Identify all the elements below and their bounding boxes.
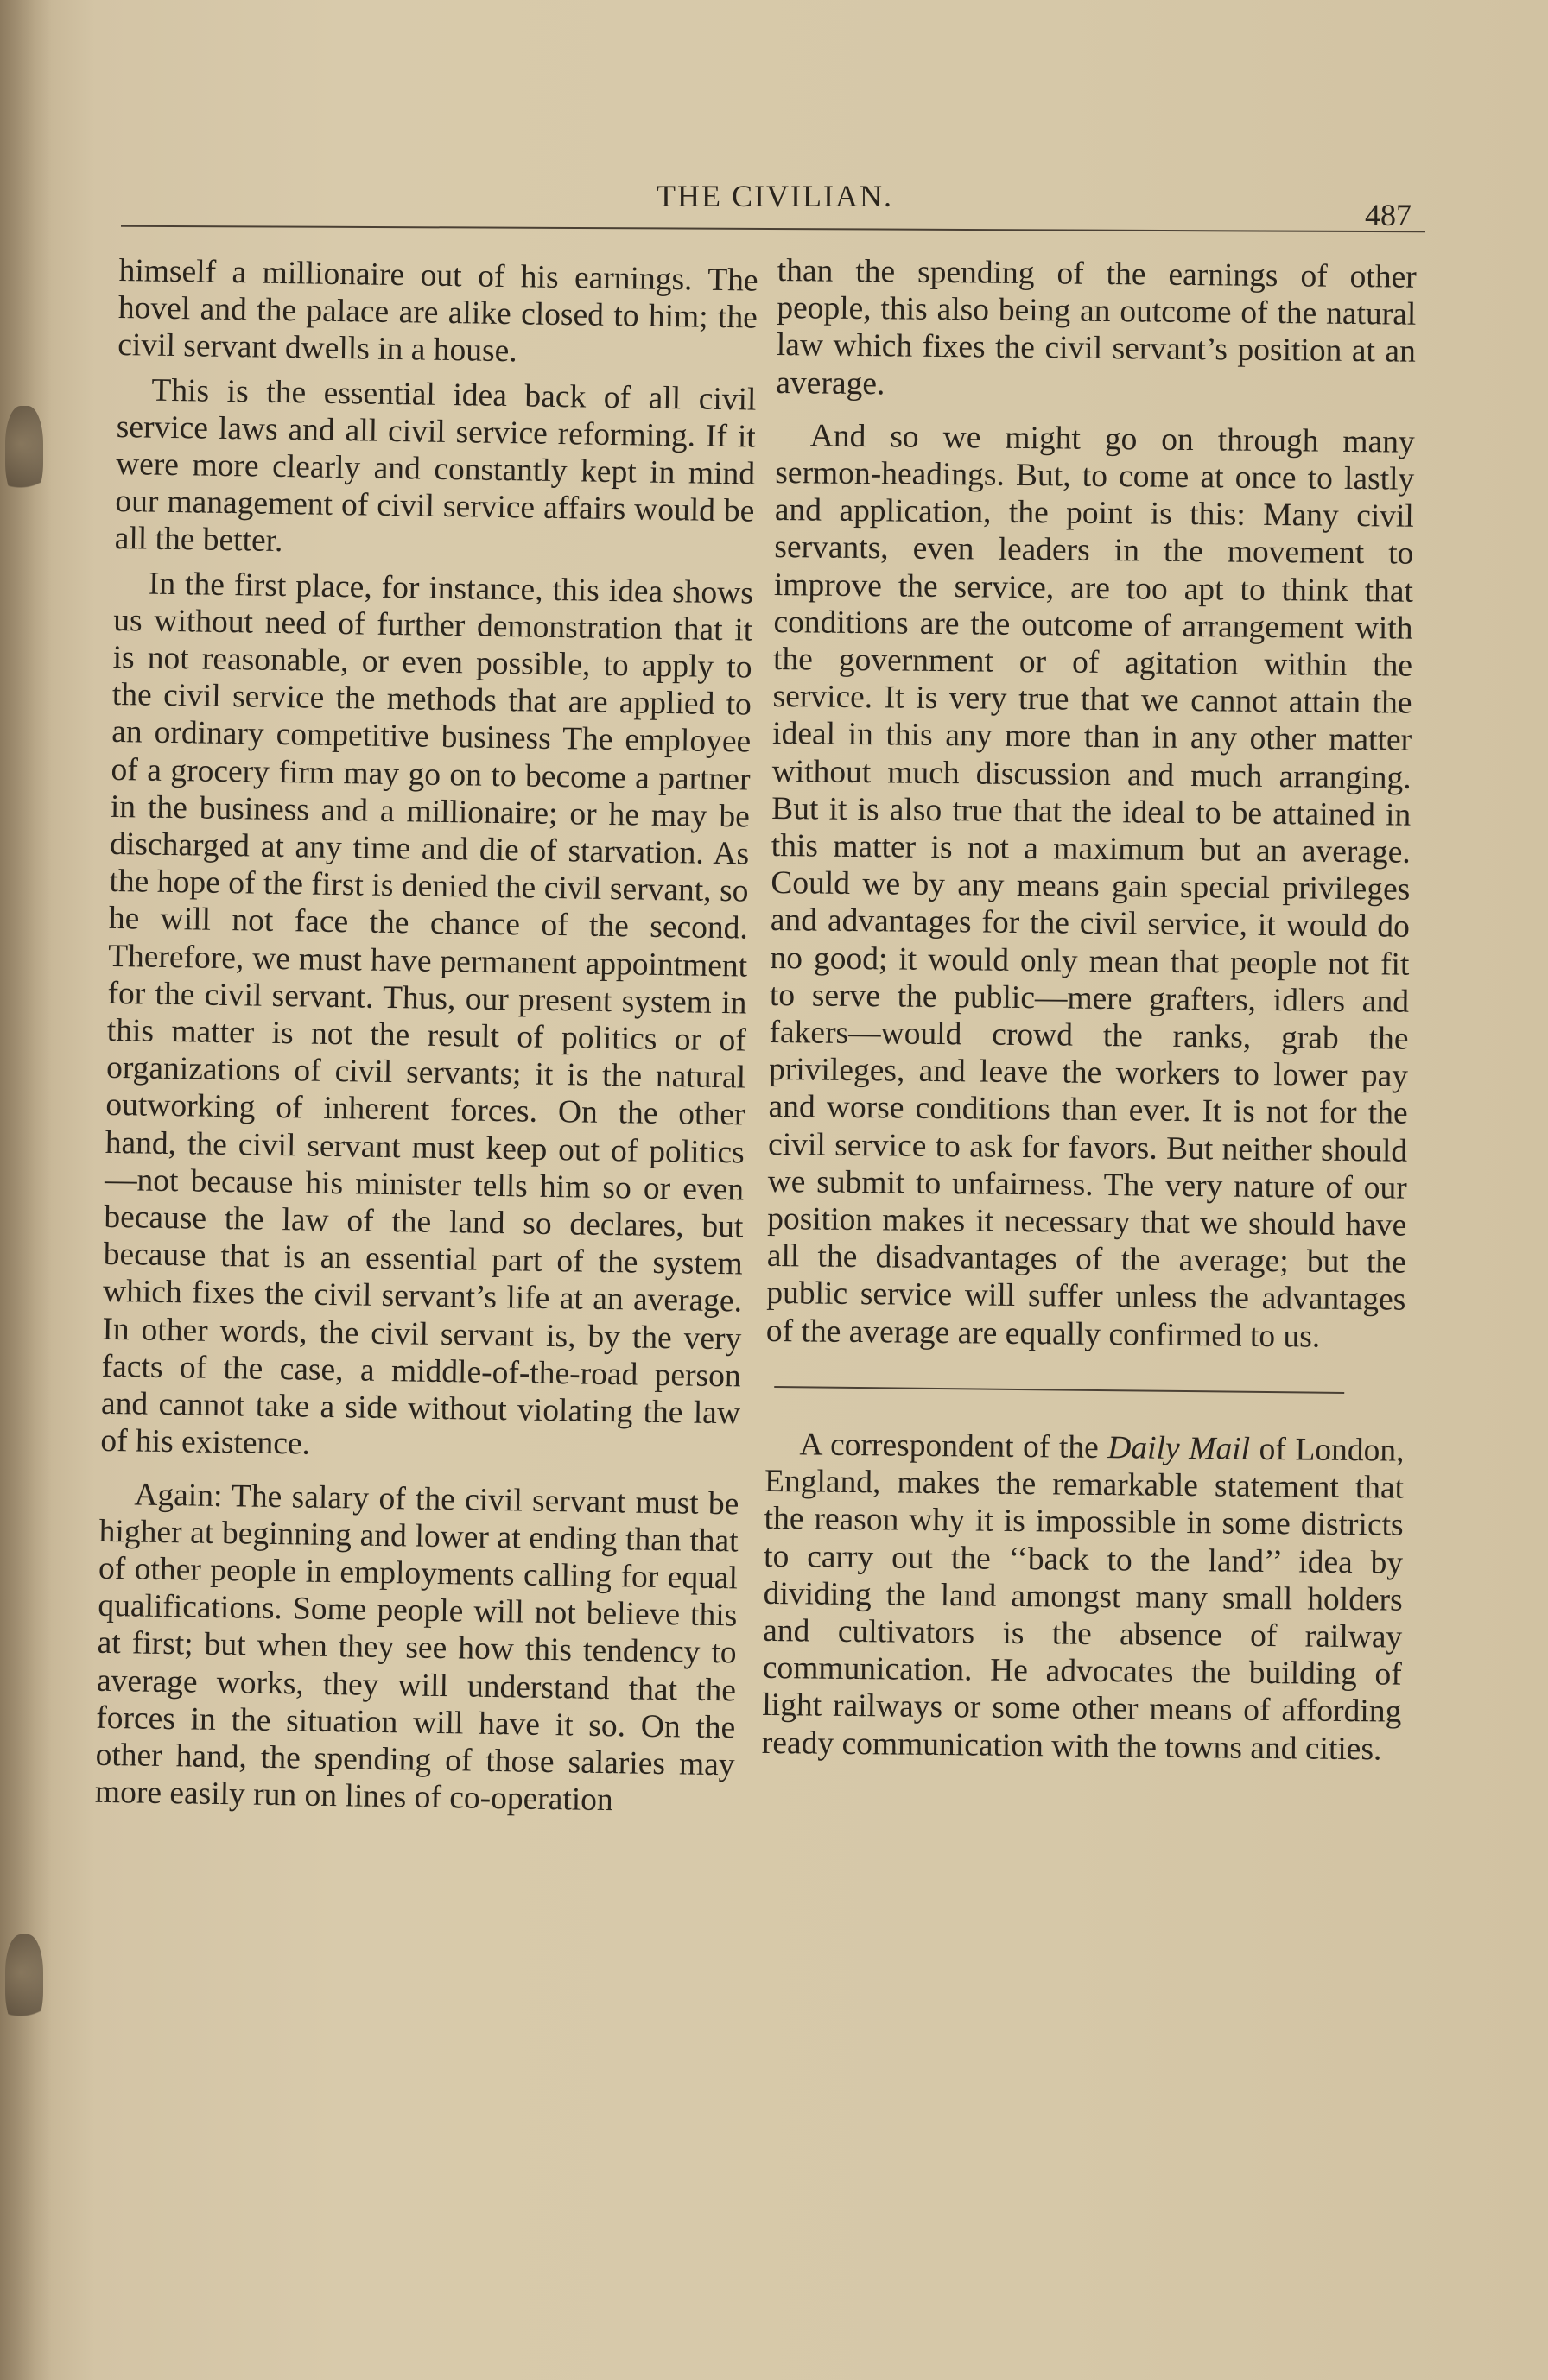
paragraph: This is the essential idea back of all civil service laws and all civil service reforming. If it were more clearly and constantly kept in mind our management of civil service affairs would be all the better. (114, 372, 757, 560)
news-item-lead: A correspondent of the (799, 1427, 1108, 1465)
binding-stain (5, 1934, 43, 2029)
paragraph: than the spending of the earnings of other people, this also being an outcome of the natural law which fixes the civil servant’s position at an average. (776, 252, 1417, 402)
page-number: 487 (1365, 198, 1412, 232)
section-divider (774, 1386, 1344, 1394)
header-rule (121, 225, 1425, 233)
binding-stain (5, 406, 43, 501)
paragraph: himself a millionaire out of his earnings. The hovel and the palace are alike closed to him; the civil servant dwells in a house. (117, 252, 758, 370)
paragraph: Again: The salary of the civil servant must be higher at beginning and lower at ending than that of other people in employments calling for equal qualifications. Some people will not believe this at first; but when they see how this tendency to average works, they will understand that the forces in the situation will have it so. On the other hand, the spending of those salaries may more easily run on lines of co-operation (94, 1476, 739, 1819)
paragraph: In the first place, for instance, this idea shows us without need of further demonstration that it is not reasonable, or even possible, to apply to the civil service the methods that are applied to an ordinary competitive business The employee of a grocery firm may go on to become a partner in the business and a millionaire; or he may be discharged at any time and die of starvation. As the hope of the first is denied the civil servant, so he will not face the chance of the second. Therefore, we must have permanent appointment for the civil servant. Thus, our present system in this matter is not the result of politics or of organizations of civil servants; it is the natural outworking of inherent forces. On the other hand, the civil servant must keep out of politics—not because his minister tells him so or even because the law of the land so declares, but because that is an essential part of the system which fixes the civil servant’s life at an average. In other words, the civil servant is, by the very facts of the case, a middle-of-the-road person and cannot take a side without violating the law of his existence. (100, 566, 754, 1462)
right-column (762, 252, 1417, 1775)
news-item-body: of London, England, makes the remarkable statement that the reason why it is impossible in some districts to carry out the ‘‘back to the land’’ idea by dividing the land amongst many small holders and cultivators is the absence of railway communication. He advocates the building of light railways or some other means of affording ready communication with the towns and cities. (761, 1431, 1405, 1767)
paragraph: And so we might go on through many sermon-headings. But, to come at once to lastly and application, the point is this: Many civil servants, even leaders in the movement to improve the service, are too apt to think that conditions are the outcome of arrangement with the government or of agitation within the service. It is very true that we cannot attain the ideal in this any more than in any other matter without much discussion and much arranging. But it is also true that the ideal to be attained in this matter is not a maximum but an average. Could we by any means gain special privileges and advantages for the civil service, it would do no good; it would only mean that people not fit to serve the public—mere grafters, idlers and fakers—would crowd the ranks, grab the privileges, and leave the workers to lower pay and worse conditions than ever. It is not for the civil service to ask for favors. But neither should we submit to unfairness. The very nature of our position makes it necessary that we should have all the disadvantages of the average; but the public service will suffer unless the advantages of the average are equally confirmed to us. (765, 418, 1415, 1355)
news-item-paragraph (762, 1426, 1405, 1769)
publication-name: Daily Mail (1107, 1429, 1251, 1467)
page-header (121, 169, 1434, 247)
left-column (95, 252, 758, 1828)
running-title: THE CIVILIAN. (657, 179, 893, 213)
